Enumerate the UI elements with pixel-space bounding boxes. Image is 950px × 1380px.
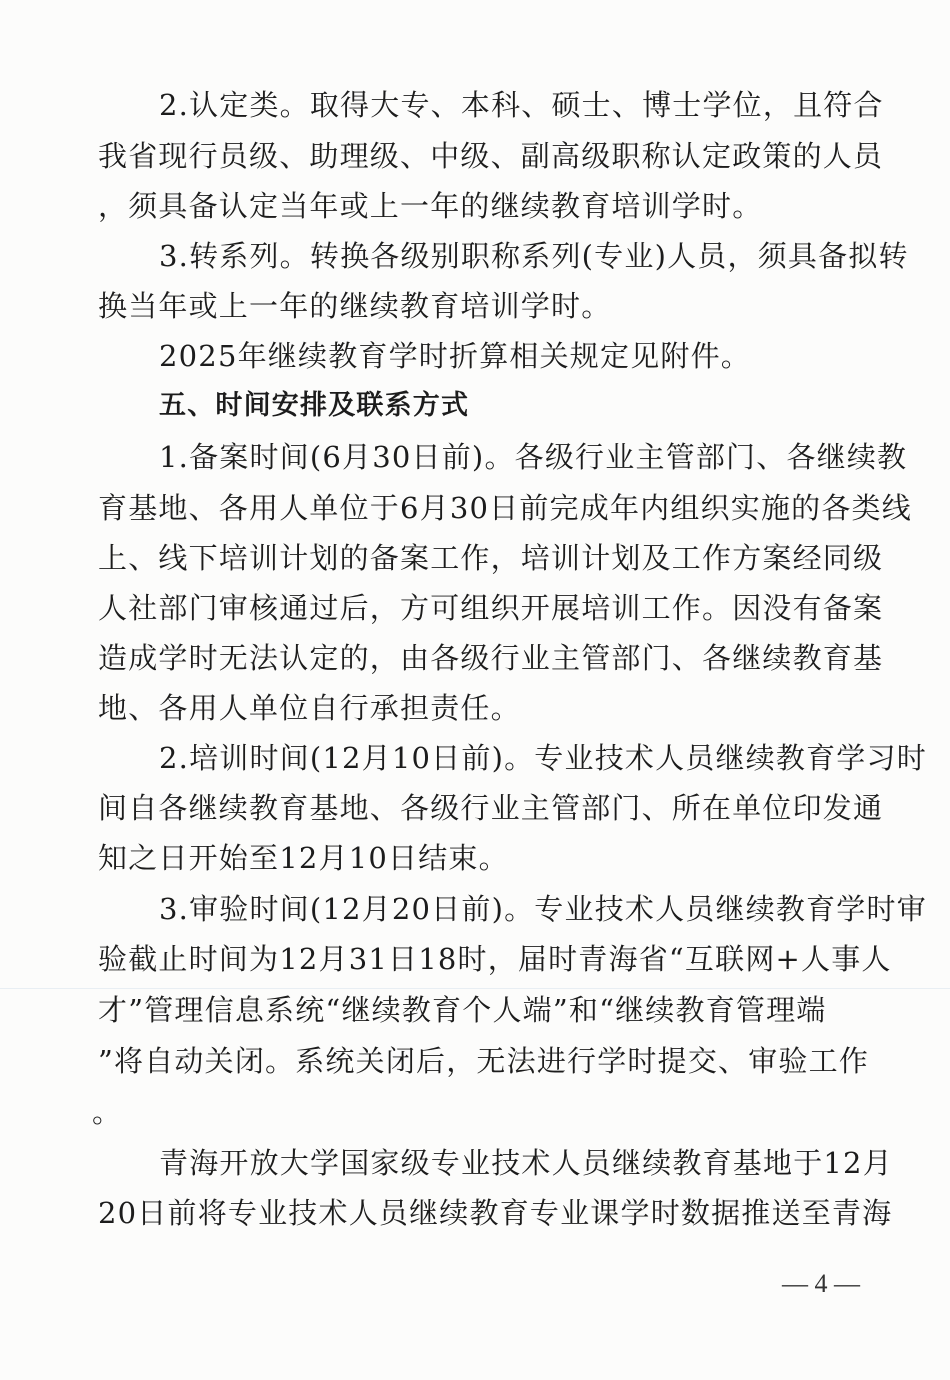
text-line: 人社部门审核通过后，方可组织开展培训工作。因没有备案 (98, 591, 884, 625)
text-line: 我省现行员级、助理级、中级、副高级职称认定政策的人员 (98, 139, 884, 173)
text-line: 上、线下培训计划的备案工作，培训计划及工作方案经同级 (98, 541, 884, 575)
text-line: ”将自动关闭。系统关闭后，无法进行学时提交、审验工作 (98, 1044, 870, 1078)
section-heading: 五、时间安排及联系方式 (159, 390, 470, 421)
text-line: 2.认定类。取得大专、本科、硕士、博士学位，且符合 (159, 88, 884, 122)
text-line: 知之日开始至12月10日结束。 (98, 841, 509, 875)
text-line: 造成学时无法认定的，由各级行业主管部门、各继续教育基 (98, 641, 884, 675)
text-line: 验截止时间为12月31日18时，届时青海省“互联网+人事人 (98, 942, 892, 976)
text-line: 2025年继续教育学时折算相关规定见附件。 (159, 339, 752, 373)
text-line: 育基地、各用人单位于6月30日前完成年内组织实施的各类线 (98, 491, 912, 525)
scan-fold-line (0, 988, 950, 989)
page-number: — 4 — (782, 1269, 860, 1298)
text-line: 3.审验时间(12月20日前)。专业技术人员继续教育学时审 (159, 892, 927, 926)
text-line: 2.培训时间(12月10日前)。专业技术人员继续教育学习时 (159, 741, 927, 775)
text-line: 间自各继续教育基地、各级行业主管部门、所在单位印发通 (98, 791, 884, 825)
text-line: 20日前将专业技术人员继续教育专业课学时数据推送至青海 (98, 1196, 893, 1230)
text-line: 。 (92, 1095, 123, 1129)
text-line: 才”管理信息系统“继续教育个人端”和“继续教育管理端 (98, 993, 827, 1027)
text-line: 换当年或上一年的继续教育培训学时。 (98, 289, 612, 323)
text-line: 3.转系列。转换各级别职称系列(专业)人员，须具备拟转 (159, 239, 909, 273)
text-line: 地、各用人单位自行承担责任。 (98, 691, 521, 725)
text-line: 青海开放大学国家级专业技术人员继续教育基地于12月 (159, 1146, 893, 1180)
text-line: ，须具备认定当年或上一年的继续教育培训学时。 (98, 189, 763, 223)
text-line: 1.备案时间(6月30日前)。各级行业主管部门、各继续教 (159, 440, 908, 474)
